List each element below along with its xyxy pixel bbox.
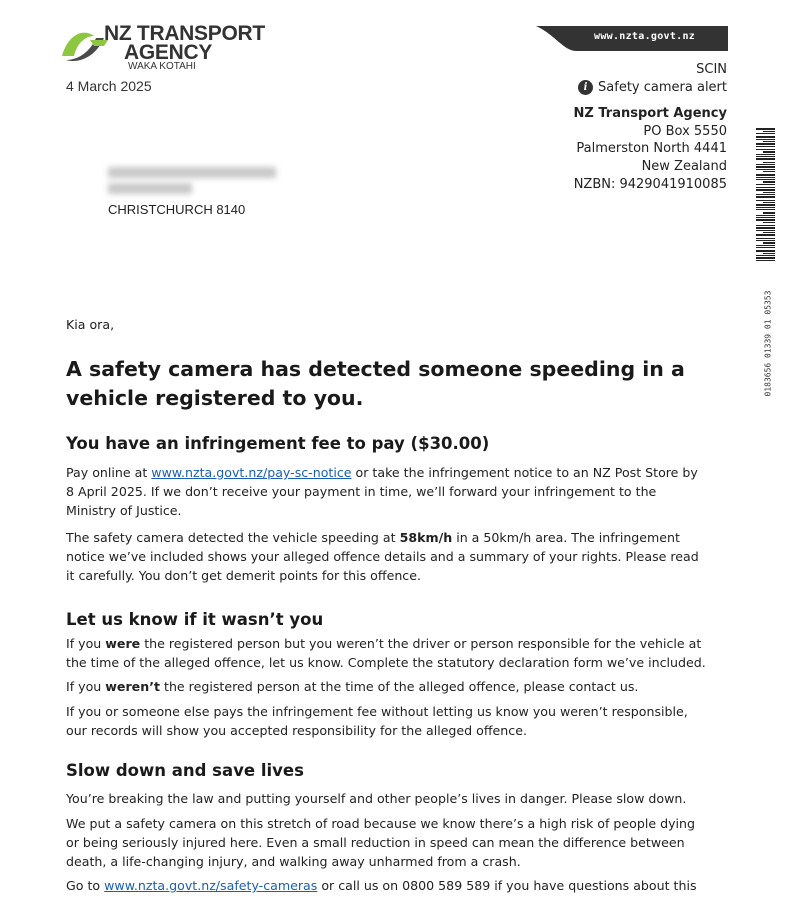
- sender-nzbn: NZBN: 9429041910085: [573, 177, 727, 192]
- detected-speed: 58km/h: [399, 530, 453, 545]
- barcode-bar: [763, 212, 775, 214]
- barcode-bar: [756, 128, 775, 130]
- barcode-bar: [763, 192, 775, 193]
- barcode-bar: [756, 260, 775, 261]
- barcode-bar: [756, 207, 775, 208]
- alert-label: [578, 80, 727, 95]
- sender-city: Palmerston North 4441: [576, 141, 727, 156]
- greeting: Kia ora,: [66, 317, 115, 332]
- barcode-bar: [763, 242, 775, 244]
- barcode-bar: [756, 143, 775, 145]
- slow-down-paragraph-1: You’re breaking the law and putting yourself and other people’s lives in danger. Please slow down.: [66, 791, 687, 806]
- barcode-bar: [756, 209, 775, 210]
- safety-cameras-link[interactable]: www.nzta.govt.nz/safety-cameras: [104, 878, 318, 893]
- barcode-bar: [756, 187, 775, 188]
- barcode-bar: [763, 232, 775, 233]
- barcode-bar: [756, 196, 775, 198]
- barcode-bar: [756, 136, 775, 138]
- barcode-bar: [756, 219, 775, 221]
- slow-down-paragraph-3: Go to www.nzta.govt.nz/safety-cameras or call us on 0800 589 589 if you have questions about this: [66, 878, 697, 893]
- barcode-bar: [756, 149, 775, 150]
- barcode-bar: [756, 166, 775, 168]
- barcode-bar: [756, 215, 775, 216]
- barcode-bar: [756, 257, 775, 259]
- headline: A safety camera has detected someone speeding in a vehicle registered to you.: [66, 357, 685, 410]
- barcode-bar: [756, 139, 775, 140]
- barcode-bar: [756, 164, 775, 165]
- pay-notice-link[interactable]: www.nzta.govt.nz/pay-sc-notice: [151, 465, 352, 480]
- fee-paragraph-2: The safety camera detected the vehicle speeding at 58km/h in a 50km/h area. The infringement notice we’ve included shows your alleged offence details and a summary of your rights. Please read it carefully. You don’t get demerit points for this offence.: [66, 530, 699, 583]
- slow-down-paragraph-2: We put a safety camera on this stretch of road because we know there’s a high risk of people dying or being seriously injured here. Even a small reduction in speed can mean the difference between death, a life-changing injury, and walking away unharmed from a crash.: [66, 816, 696, 869]
- barcode-bar: [763, 171, 775, 172]
- slow-down-heading: Slow down and save lives: [66, 761, 304, 780]
- sender-pobox: PO Box 5550: [643, 124, 727, 139]
- letter-date: 4 March 2025: [66, 78, 152, 94]
- barcode-bar: [763, 131, 775, 132]
- barcode-bar: [756, 245, 775, 246]
- barcode-bar: [763, 181, 775, 183]
- fee-paragraph-1: Pay online at www.nzta.govt.nz/pay-sc-notice or take the infringement notice to an NZ Post Store by 8 April 2025. If we don’t receive your payment in time, we’ll forward your infringement to the Ministry of Justice.: [66, 465, 698, 518]
- barcode-bar: [756, 179, 775, 180]
- barcode-bar: [756, 238, 775, 239]
- barcode-bar: [763, 253, 775, 254]
- barcode-bar: [763, 151, 775, 153]
- barcode-bar: [756, 225, 775, 226]
- logo-text-line2: AGENCY: [124, 41, 213, 64]
- info-icon: i: [578, 80, 593, 95]
- barcode-bar: [763, 202, 775, 203]
- not-me-paragraph-3: If you or someone else pays the infringement fee without letting us know you weren’t responsible, our records will show you accepted responsibility for the alleged offence.: [66, 704, 688, 738]
- barcode-bar: [756, 146, 775, 147]
- barcode-bar: [756, 200, 775, 201]
- barcode-bar: [756, 156, 775, 157]
- logo-text-line1: NZ TRANSPORT: [104, 22, 265, 45]
- barcode-bar: [763, 162, 775, 163]
- barcode-bar: [756, 234, 775, 236]
- url-banner-text: www.nzta.govt.nz: [594, 31, 696, 42]
- fee-heading: You have an infringement fee to pay ($30.00): [66, 434, 490, 453]
- alert-label-text: Safety camera alert: [598, 80, 727, 95]
- barcode-bar: [756, 227, 775, 229]
- barcode-bar: [756, 240, 775, 241]
- barcode-bar: [756, 247, 775, 248]
- barcode-bar: [756, 217, 775, 218]
- barcode-bar: [756, 169, 775, 170]
- sender-org: NZ Transport Agency: [573, 106, 727, 121]
- barcode-bar: [756, 194, 775, 195]
- barcode-bar: [763, 141, 775, 142]
- not-me-paragraph-2: If you weren’t the registered person at the time of the alleged offence, please contact us.: [66, 679, 639, 694]
- postal-barcode: [756, 128, 775, 262]
- redacted-name: [108, 167, 276, 178]
- barcode-bar: [756, 133, 775, 134]
- barcode-bar: [756, 255, 775, 256]
- barcode-number: [760, 290, 776, 400]
- barcode-bar: [756, 177, 775, 178]
- nzta-logo-mark-icon: [60, 26, 110, 66]
- not-me-paragraph-1: If you were the registered person but you weren’t the driver or person responsible for the vehicle at the time of the alleged offence, let us know. Complete the statutory declaration form we’ve included.: [66, 636, 706, 670]
- barcode-bar: [756, 184, 775, 185]
- sender-country: New Zealand: [641, 159, 727, 174]
- barcode-bar: [756, 230, 775, 231]
- recipient-city: CHRISTCHURCH 8140: [108, 202, 246, 217]
- barcode-bar: [756, 189, 775, 191]
- barcode-bar: [756, 154, 775, 155]
- barcode-bar: [756, 174, 775, 176]
- barcode-bar: [763, 222, 775, 223]
- notice-code: SCIN: [696, 62, 727, 77]
- barcode-bar: [756, 250, 775, 252]
- barcode-bar: [756, 204, 775, 206]
- barcode-bar: [756, 158, 775, 160]
- nzta-logo: [60, 20, 265, 76]
- redacted-street: [108, 183, 192, 194]
- logo-text-line3: WAKA KOTAHI: [128, 61, 196, 72]
- not-me-heading: Let us know if it wasn’t you: [66, 610, 324, 629]
- barcode-number-text: 0183656 01339 01 05353: [763, 290, 773, 397]
